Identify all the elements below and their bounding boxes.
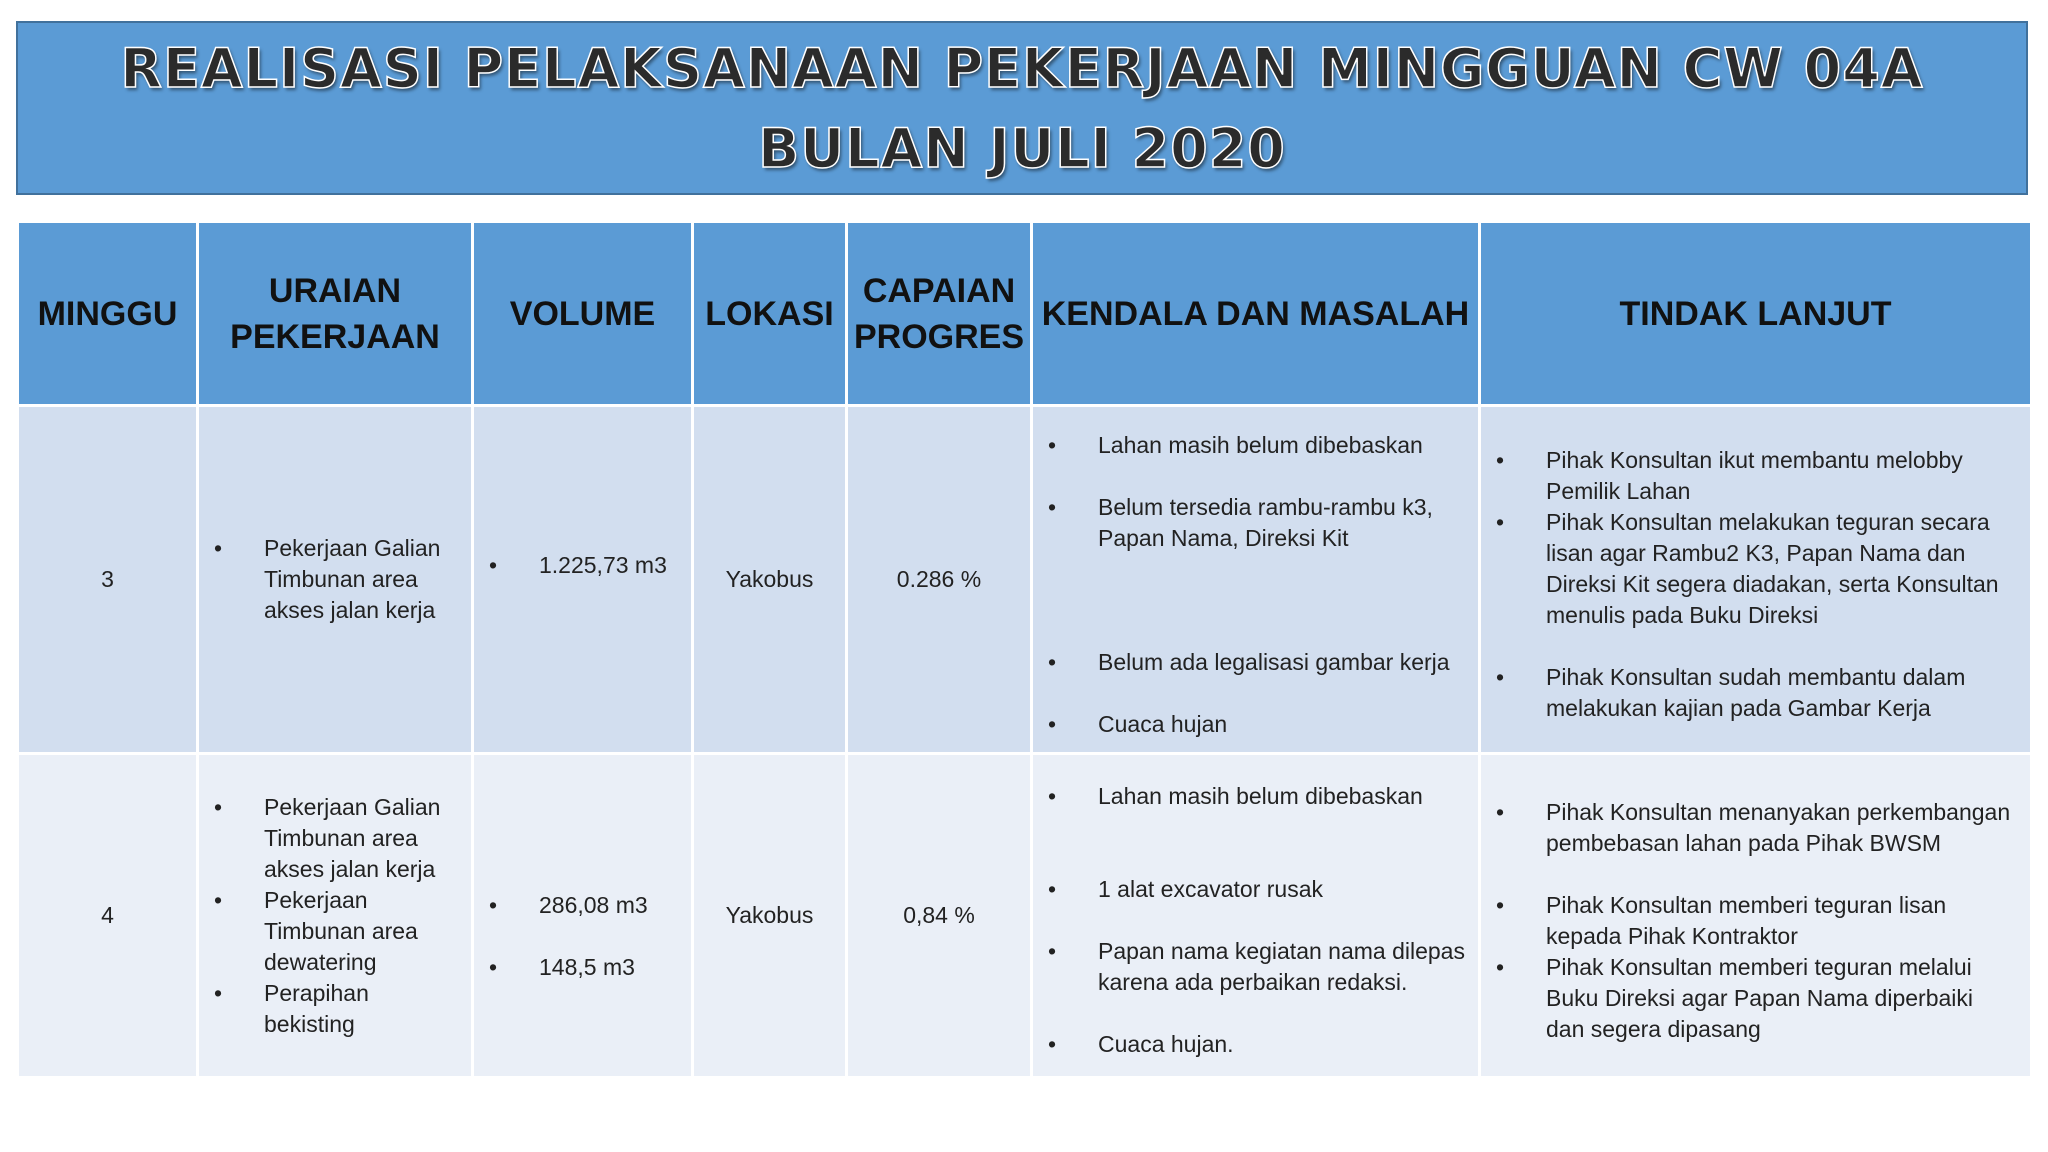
list-item: • Pihak Konsultan menanyakan perkembangan pembebasan lahan pada Pihak BWSM	[1482, 797, 2029, 859]
cell-uraian	[198, 754, 473, 1078]
cell-volume	[473, 754, 693, 1078]
header-uraian: URAIAN PEKERJAAN	[198, 222, 473, 406]
header-kendala: KENDALA DAN MASALAH	[1032, 222, 1480, 406]
list-item: • 1.225,73 m3	[475, 550, 690, 581]
list-item: • Pekerjaan Galian Timbunan area akses jalan kerja	[200, 792, 470, 885]
cell-uraian	[198, 406, 473, 754]
header-tindak: TINDAK LANJUT	[1480, 222, 2032, 406]
list-item: • Pekerjaan Galian Timbunan area akses jalan kerja	[200, 533, 470, 626]
list-item: • Pekerjaan Timbunan area dewatering	[200, 885, 470, 978]
list-item: • Cuaca hujan.	[1034, 1029, 1477, 1060]
cell-capaian: 0.286 %	[847, 406, 1032, 754]
cell-minggu: 4	[18, 754, 198, 1078]
header-minggu: MINGGU	[18, 222, 198, 406]
list-item: • Pihak Konsultan memberi teguran lisan kepada Pihak Kontraktor	[1482, 890, 2029, 952]
cell-tindak	[1480, 754, 2032, 1078]
table-row	[18, 754, 2032, 1078]
list-item: • Belum tersedia rambu-rambu k3, Papan Nama, Direksi Kit	[1034, 492, 1477, 554]
header-row	[18, 222, 2032, 406]
list-item: • Lahan masih belum dibebaskan	[1034, 781, 1477, 812]
cell-minggu: 3	[18, 406, 198, 754]
list-item: • Lahan masih belum dibebaskan	[1034, 430, 1477, 461]
list-item: • Pihak Konsultan ikut membantu melobby Pemilik Lahan	[1482, 445, 2029, 507]
title-line-1: REALISASI PELAKSANAAN PEKERJAAN MINGGUAN CW 04A	[120, 37, 1924, 100]
header-lokasi: LOKASI	[693, 222, 847, 406]
report-table	[16, 220, 2033, 1079]
cell-lokasi: Yakobus	[693, 406, 847, 754]
cell-kendala	[1032, 406, 1480, 754]
cell-capaian: 0,84 %	[847, 754, 1032, 1078]
list-item: • Belum ada legalisasi gambar kerja	[1034, 647, 1477, 678]
header-capaian: CAPAIAN PROGRES	[847, 222, 1032, 406]
list-item: • Papan nama kegiatan nama dilepas karena ada perbaikan redaksi.	[1034, 936, 1477, 998]
list-item: • Pihak Konsultan memberi teguran melalui Buku Direksi agar Papan Nama diperbaiki dan segera dipasang	[1482, 952, 2029, 1045]
title-banner	[16, 21, 2028, 195]
list-item: • 1 alat excavator rusak	[1034, 874, 1477, 905]
list-item: • 148,5 m3	[475, 952, 690, 983]
cell-lokasi: Yakobus	[693, 754, 847, 1078]
list-item: • Pihak Konsultan sudah membantu dalam melakukan kajian pada Gambar Kerja	[1482, 662, 2029, 724]
list-item: • Cuaca hujan	[1034, 709, 1477, 740]
cell-tindak	[1480, 406, 2032, 754]
list-item: • 286,08 m3	[475, 890, 690, 921]
list-item: • Pihak Konsultan melakukan teguran secara lisan agar Rambu2 K3, Papan Nama dan Direksi Kit segera diadakan, serta Konsultan menulis pada Buku Direksi	[1482, 507, 2029, 631]
cell-volume	[473, 406, 693, 754]
list-item: • Perapihan bekisting	[200, 978, 470, 1040]
title-line-2: BULAN JULI 2020	[758, 117, 1286, 180]
cell-kendala	[1032, 754, 1480, 1078]
table-row	[18, 406, 2032, 754]
header-volume: VOLUME	[473, 222, 693, 406]
